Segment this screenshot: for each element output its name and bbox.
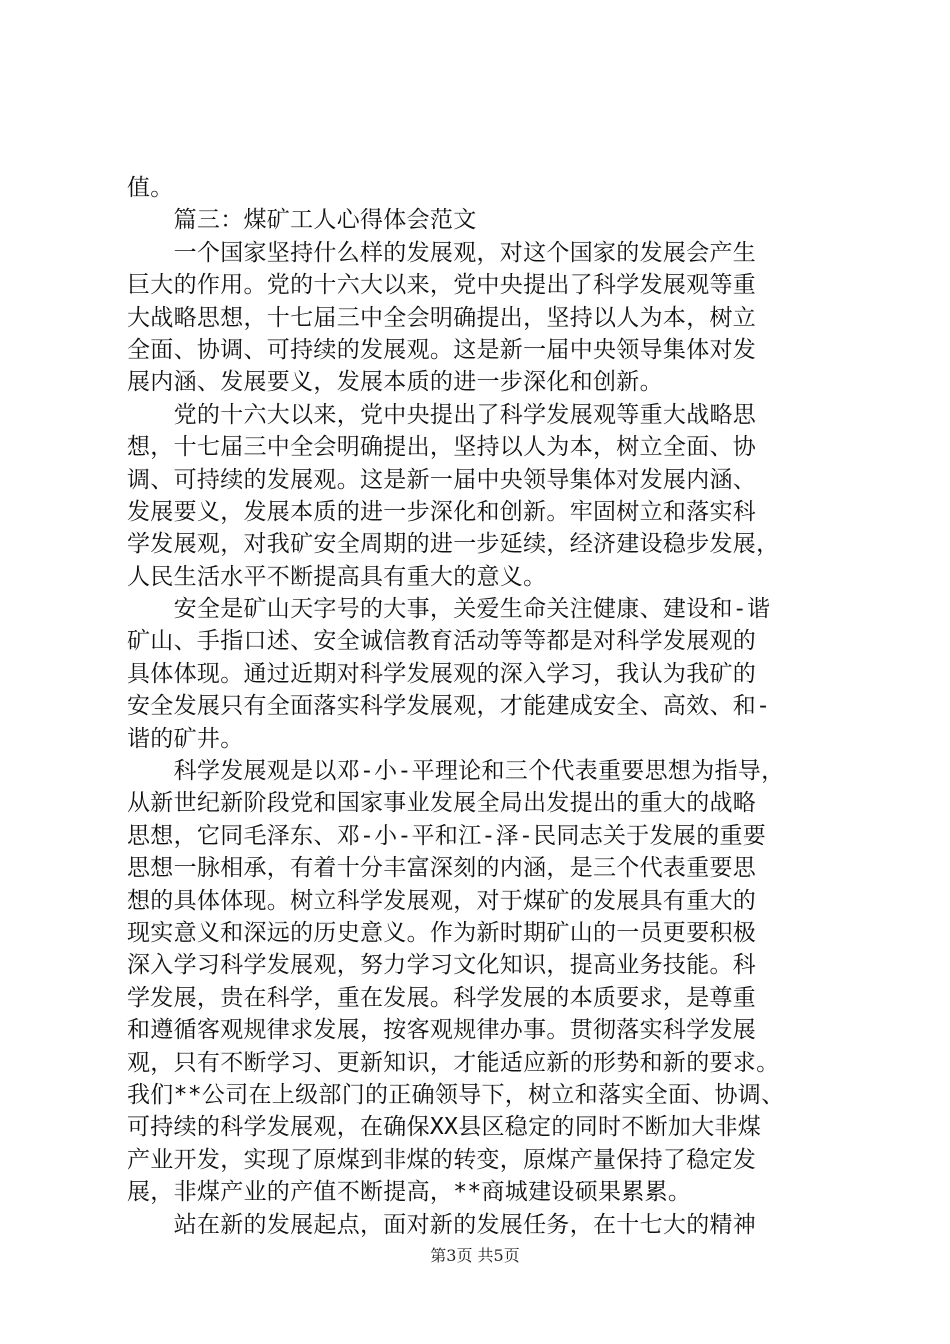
- page-footer: 第3页 共5页: [430, 1246, 520, 1265]
- text-line: 想的具体体现。树立科学发展观，对于煤矿的发展具有重大的: [127, 887, 757, 914]
- text-line: 谐的矿井。: [127, 725, 244, 752]
- text-line: 学发展观，对我矿安全周期的进一步延续，经济建设稳步发展，: [127, 531, 780, 558]
- document-body: [127, 172, 827, 1241]
- text-line: 学发展，贵在科学，重在发展。科学发展的本质要求，是尊重: [127, 984, 757, 1011]
- text-line: 从新世纪新阶段党和国家事业发展全局出发提出的重大的战略: [127, 790, 757, 817]
- text-line: 全面、协调、可持续的发展观。这是新一届中央领导集体对发: [127, 336, 757, 363]
- text-line: 大战略思想，十七届三中全会明确提出，坚持以人为本，树立: [127, 304, 757, 331]
- text-line: 一个国家坚持什么样的发展观，对这个国家的发展会产生: [127, 239, 757, 266]
- text-line: 安全发展只有全面落实科学发展观，才能建成安全、高效、和-: [127, 693, 771, 720]
- text-line: 人民生活水平不断提高具有重大的意义。: [127, 563, 547, 590]
- text-line: 展，非煤产业的产值不断提高，**商城建设硕果累累。: [127, 1179, 692, 1206]
- text-line: 我们**公司在上级部门的正确领导下，树立和落实全面、协调、: [127, 1081, 785, 1108]
- text-line: 观，只有不断学习、更新知识，才能适应新的形势和新的要求。: [127, 1049, 780, 1076]
- text-line: 巨大的作用。党的十六大以来，党中央提出了科学发展观等重: [127, 272, 757, 299]
- text-line: 具体体现。通过近期对科学发展观的深入学习，我认为我矿的: [127, 660, 757, 687]
- text-line: 和遵循客观规律求发展，按客观规律办事。贯彻落实科学发展: [127, 1017, 757, 1044]
- text-line: 值。: [127, 175, 174, 201]
- text-line: 思想一脉相承，有着十分丰富深刻的内涵，是三个代表重要思: [127, 855, 757, 882]
- text-line: 想，十七届三中全会明确提出，坚持以人为本，树立全面、协: [127, 434, 757, 461]
- text-line: 矿山、手指口述、安全诚信教育活动等等都是对科学发展观的: [127, 628, 757, 655]
- text-line: 产业开发，实现了原煤到非煤的转变，原煤产量保持了稳定发: [127, 1146, 757, 1173]
- text-line: 站在新的发展起点，面对新的发展任务，在十七大的精神: [127, 1211, 757, 1238]
- text-line: 深入学习科学发展观，努力学习文化知识，提高业务技能。科: [127, 952, 757, 979]
- text-line: 安全是矿山天字号的大事，关爱生命关注健康、建设和-谐: [127, 596, 771, 623]
- text-line: 科学发展观是以邓-小-平理论和三个代表重要思想为指导，: [127, 758, 785, 785]
- text-line: 可持续的科学发展观，在确保XX县区稳定的同时不断加大非煤: [127, 1114, 762, 1141]
- text-line: 发展要义，发展本质的进一步深化和创新。牢固树立和落实科: [127, 498, 757, 525]
- text-line: 调、可持续的发展观。这是新一届中央领导集体对发展内涵、: [127, 466, 757, 493]
- text-line: 党的十六大以来，党中央提出了科学发展观等重大战略思: [127, 401, 757, 428]
- text-line: 现实意义和深远的历史意义。作为新时期矿山的一员更要积极: [127, 919, 757, 946]
- text-line: 思想，它同毛泽东、邓-小-平和江-泽-民同志关于发展的重要: [127, 822, 767, 849]
- text-line: 展内涵、发展要义，发展本质的进一步深化和创新。: [127, 369, 663, 396]
- text-line: 篇三：煤矿工人心得体会范文: [127, 207, 477, 234]
